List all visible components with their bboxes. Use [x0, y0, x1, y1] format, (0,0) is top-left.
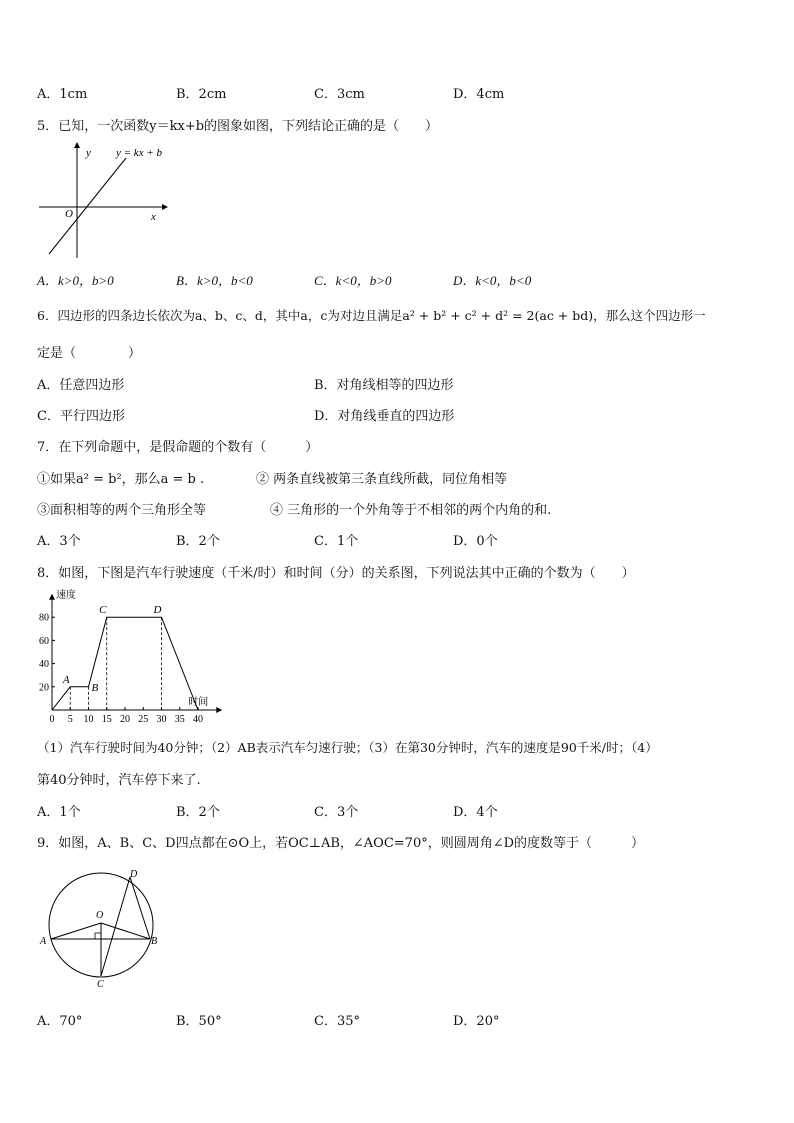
q6-option-b[interactable]: B．对角线相等的四边形 [314, 378, 454, 393]
speed-series-line [52, 617, 198, 710]
x-tick-label: 5 [67, 714, 73, 725]
q9-right-angle-mark [95, 933, 101, 939]
q9-chord-cd [101, 877, 130, 976]
q6-option-d[interactable]: D．对角线垂直的四边形 [314, 409, 455, 424]
q9-option-c[interactable]: C．35° [314, 1014, 360, 1029]
q9-label-o: O [96, 910, 104, 921]
q9-radius-ob [101, 923, 150, 939]
x-tick-label: 30 [156, 714, 167, 725]
q7-proposition-1: ①如果a² = b²，那么a = b . [37, 472, 205, 487]
q5-option-c[interactable]: C．k<0，b>0 [314, 273, 392, 288]
point-label: B [91, 681, 99, 694]
q5-equation-label: y = kx + b [116, 147, 162, 159]
q7-proposition-3: ③面积相等的两个三角形全等 [37, 503, 207, 518]
q6-option-c[interactable]: C．平行四边形 [37, 409, 125, 424]
q8-option-a[interactable]: A．1个 [37, 805, 81, 820]
q9-option-d[interactable]: D．20° [453, 1014, 500, 1029]
x-axis-label: 时间 [188, 697, 209, 708]
q9-label-c: C [97, 979, 104, 990]
q7-proposition-2: ② 两条直线被第三条直线所截，同位角相等 [256, 472, 508, 487]
y-axis-arrow [49, 594, 55, 600]
x-tick-label: 25 [138, 714, 149, 725]
y-tick-label: 60 [39, 635, 49, 647]
q7-proposition-4: ④ 三角形的一个外角等于不相邻的两个内角的和. [270, 503, 552, 518]
q5-option-b[interactable]: B．k>0，b<0 [176, 273, 253, 288]
point-label: A [62, 673, 70, 686]
q9-label-d: D [130, 869, 138, 880]
q8-statement-line1: （1）汽车行驶时间为40分钟；（2）AB表示汽车匀速行驶；（3）在第30分钟时，汽车的速度是90千米/时；（4） [37, 740, 658, 755]
q6-stem-line1: 6．四边形的四条边长依次为a、b、c、d，其中a，c为对边且满足a² + b² + c² + d² = 2(ac + bd)，那么这个四边形一 [37, 308, 706, 323]
q5-function-line [49, 158, 126, 254]
x-tick-label: 15 [101, 714, 112, 725]
q9-label-b: B [151, 936, 158, 947]
q6-option-a[interactable]: A．任意四边形 [37, 378, 125, 393]
q7-option-b[interactable]: B．2个 [176, 534, 220, 549]
q8-option-b[interactable]: B．2个 [176, 805, 220, 820]
q8-statement-line2: 第40分钟时，汽车停下来了. [37, 773, 201, 788]
point-label: D [153, 604, 162, 617]
q8-option-c[interactable]: C．3个 [314, 805, 359, 820]
q6-stem-line2: 定是（ ） [37, 346, 142, 361]
q5-y-label: y [86, 147, 91, 159]
q5-x-axis-arrow [162, 204, 168, 210]
y-tick-label: 80 [39, 612, 49, 624]
q7-option-d[interactable]: D．0个 [453, 534, 498, 549]
q9-chord-bd [130, 877, 150, 939]
q7-stem: 7．在下列命题中，是假命题的个数有（ ） [37, 440, 319, 455]
x-tick-label: 40 [193, 714, 203, 725]
point-label: C [99, 604, 107, 617]
q5-linear-graph [34, 138, 174, 262]
y-tick-label: 40 [39, 659, 49, 671]
x-axis-arrow [216, 707, 222, 713]
y-axis-label: 速度 [56, 589, 76, 601]
x-tick-label: 35 [174, 714, 185, 725]
q9-radius-oa [51, 923, 101, 939]
q8-speed-time-chart [34, 588, 234, 728]
q4-option-d[interactable]: D．4cm [453, 87, 505, 102]
q5-origin-label: O [65, 208, 73, 220]
q5-option-d[interactable]: D．k<0，b<0 [453, 273, 532, 288]
q8-stem: 8．如图，下图是汽车行驶速度（千米/时）和时间（分）的关系图，下列说法其中正确的个数为（ ） [37, 566, 635, 581]
q5-option-a[interactable]: A．k>0，b>0 [37, 273, 114, 288]
q9-option-a[interactable]: A．70° [37, 1014, 83, 1029]
x-tick-label: 0 [49, 714, 55, 725]
q7-option-c[interactable]: C．1个 [314, 534, 359, 549]
q4-option-b[interactable]: B．2cm [176, 87, 227, 102]
q4-option-c[interactable]: C．3cm [314, 87, 365, 102]
q4-option-a[interactable]: A．1cm [37, 87, 88, 102]
q9-stem: 9．如图，A、B、C、D四点都在⊙O上，若OC⊥AB，∠AOC=70°，则圆周角∠D的度数等于（ ） [37, 836, 645, 851]
x-tick-label: 20 [120, 714, 130, 725]
y-tick-label: 20 [39, 682, 49, 694]
q7-option-a[interactable]: A．3个 [37, 534, 81, 549]
q5-x-label: x [151, 211, 156, 223]
q9-circle-figure [38, 868, 168, 992]
q9-option-b[interactable]: B．50° [176, 1014, 222, 1029]
q5-y-axis-arrow [74, 142, 80, 148]
x-tick-label: 10 [83, 714, 94, 725]
q8-option-d[interactable]: D．4个 [453, 805, 498, 820]
q5-stem: 5．已知，一次函数y＝kx+b的图象如图，下列结论正确的是（ ） [37, 119, 439, 134]
q9-label-a: A [40, 936, 47, 947]
